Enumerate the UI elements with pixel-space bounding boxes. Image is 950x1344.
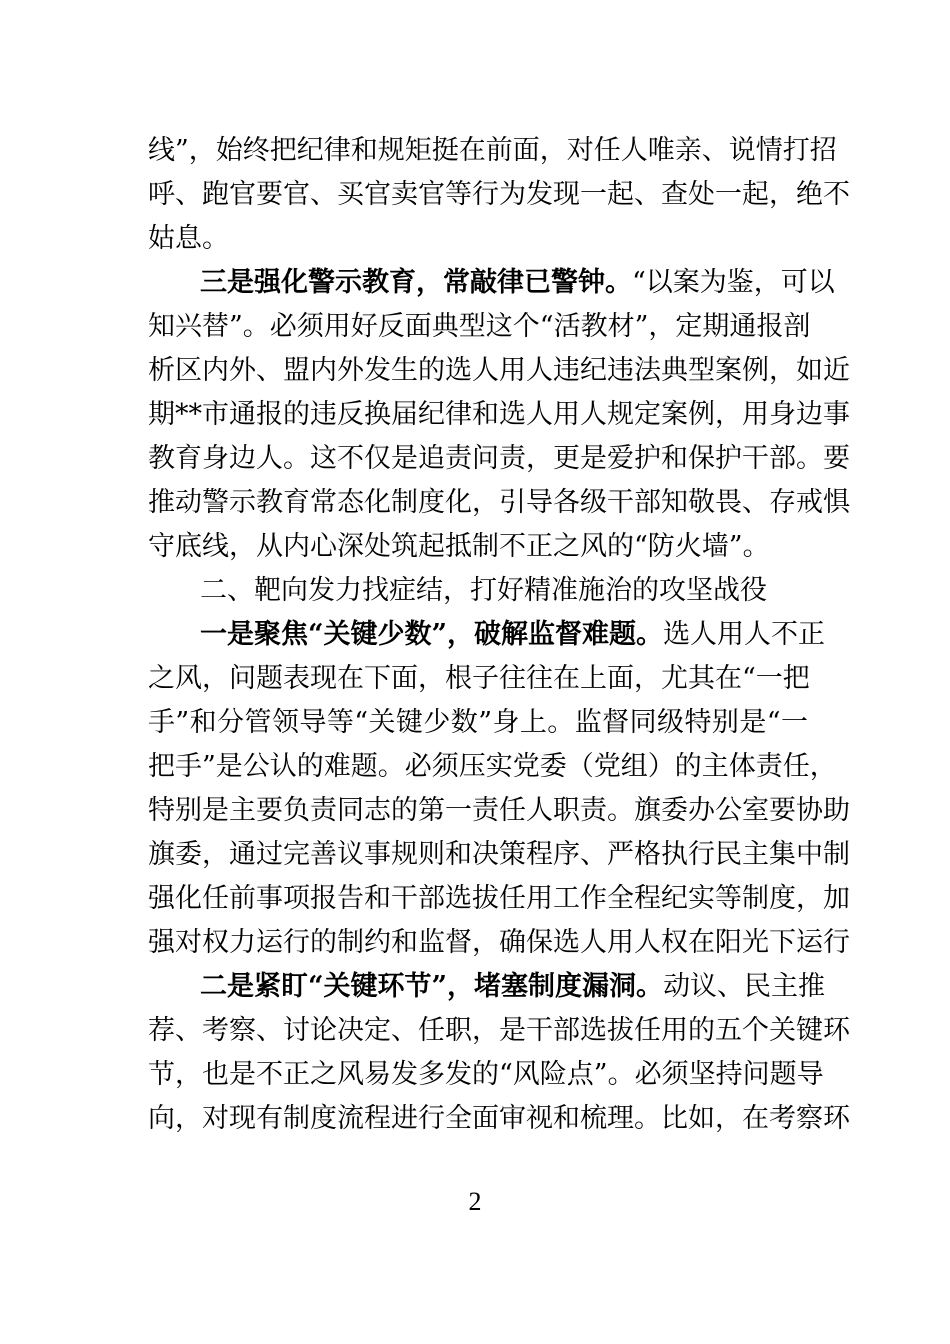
section-heading: 二、靶向发力找症结，打好精准施治的攻坚战役: [200, 575, 767, 606]
body-line: 强化任前事项报告和干部选拔任用工作全程纪实等制度，加: [148, 883, 850, 914]
paragraph-line-lead: 二是紧盯“关键环节”，堵塞制度漏洞。动议、民主推: [200, 971, 826, 1002]
paragraph-lead-bold: 三是强化警示教育，常敲律已警钟。: [200, 267, 632, 298]
body-line: 知兴替”。必须用好反面典型这个“活教材”，定期通报剖: [148, 311, 811, 342]
body-line: 把手”是公认的难题。必须压实党委（党组）的主体责任，: [148, 751, 837, 782]
body-line: 期**市通报的违反换届纪律和选人用人规定案例，用身边事: [148, 399, 850, 430]
body-line: 特别是主要负责同志的第一责任人职责。旗委办公室要协助: [148, 795, 850, 826]
body-line: 教育身边人。这不仅是追责问责，更是爱护和保护干部。要: [148, 443, 850, 474]
paragraph-line-lead: 一是聚焦“关键少数”，破解监督难题。选人用人不正: [200, 619, 826, 650]
body-line: 向，对现有制度流程进行全面审视和梳理。比如，在考察环: [148, 1103, 850, 1134]
body-line: 强对权力运行的制约和监督，确保选人用人权在阳光下运行: [148, 927, 850, 958]
paragraph-line-lead: 三是强化警示教育，常敲律已警钟。“以案为鉴，可以: [200, 267, 835, 298]
paragraph-lead-bold: 一是聚焦“关键少数”，破解监督难题。: [200, 619, 664, 650]
body-line: 手”和分管领导等“关键少数”身上。监督同级特别是“一: [148, 707, 808, 738]
body-line: 推动警示教育常态化制度化，引导各级干部知敬畏、存戒惧: [148, 487, 850, 518]
body-line: 之风，问题表现在下面，根子往往在上面，尤其在“一把: [148, 663, 810, 694]
body-line: 旗委，通过完善议事规则和决策程序、严格执行民主集中制: [148, 839, 850, 870]
body-line: 呼、跑官要官、买官卖官等行为发现一起、查处一起，绝不: [148, 179, 850, 210]
body-line: 守底线，从内心深处筑起抵制不正之风的“防火墙”。: [148, 531, 770, 562]
body-line: 姑息。: [148, 223, 229, 254]
body-line: 析区内外、盟内外发生的选人用人违纪违法典型案例，如近: [148, 355, 850, 386]
body-line: 节，也是不正之风易发多发的“风险点”。必须坚持问题导: [148, 1059, 824, 1090]
page-number: 2: [468, 1187, 482, 1216]
body-line: 线”，始终把纪律和规矩挺在前面，对任人唯亲、说情打招: [148, 135, 837, 166]
paragraph-lead-bold: 二是紧盯“关键环节”，堵塞制度漏洞。: [200, 971, 664, 1002]
body-line: 荐、考察、讨论决定、任职，是干部选拔任用的五个关键环: [148, 1015, 850, 1046]
